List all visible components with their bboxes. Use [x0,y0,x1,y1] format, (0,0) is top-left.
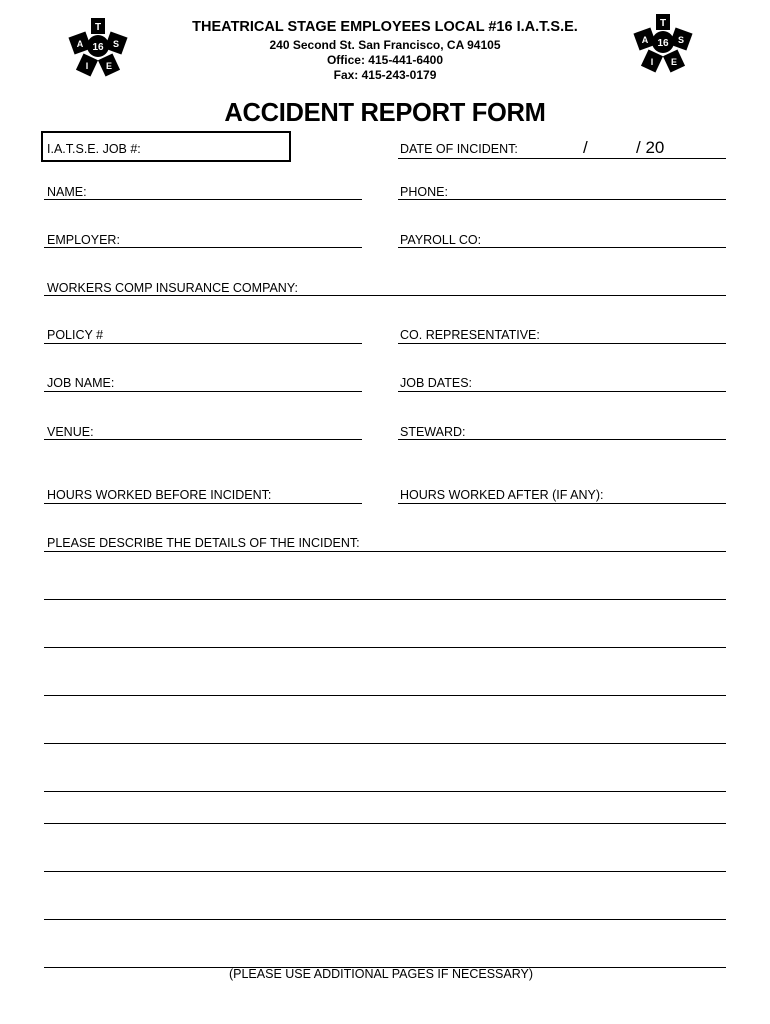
org-fax: Fax: 415-243-0179 [333,68,437,82]
co-representative-field[interactable] [398,343,726,344]
footer-note-text: (PLEASE USE ADDITIONAL PAGES IF NECESSARY) [228,967,534,981]
hours-before-label: HOURS WORKED BEFORE INCIDENT: [47,488,272,502]
describe-line[interactable] [44,823,726,824]
describe-line[interactable] [44,599,726,600]
phone-field[interactable] [398,199,726,200]
describe-line[interactable] [44,551,726,552]
date-of-incident-field[interactable] [398,158,726,159]
svg-text:T: T [94,22,102,33]
svg-text:S: S [677,35,685,45]
workers-comp-label: WORKERS COMP INSURANCE COMPANY: [47,281,298,295]
org-name: THEATRICAL STAGE EMPLOYEES LOCAL #16 I.A.T.S.E. [192,19,578,35]
svg-text:16: 16 [657,38,669,49]
hours-after-label: HOURS WORKED AFTER (IF ANY): [400,488,604,502]
describe-line[interactable] [44,919,726,920]
svg-text:E: E [670,57,678,67]
svg-text:T: T [659,18,667,29]
job-dates-field[interactable] [398,391,726,392]
co-representative-label: CO. REPRESENTATIVE: [400,328,540,342]
describe-line[interactable] [44,791,726,792]
svg-text:I: I [650,57,654,67]
date-year-prefix: / 20 [636,138,665,157]
job-dates-label: JOB DATES: [400,376,473,390]
employer-label: EMPLOYER: [47,233,120,247]
svg-text:E: E [105,61,113,71]
steward-field[interactable] [398,439,726,440]
payroll-co-label: PAYROLL CO: [400,233,482,247]
describe-line[interactable] [44,743,726,744]
footer-note [0,967,770,981]
org-address: 240 Second St. San Francisco, CA 94105 [269,38,501,52]
policy-label: POLICY # [47,328,104,342]
steward-label: STEWARD: [400,425,466,439]
job-number-label: I.A.T.S.E. JOB #: [47,142,141,156]
svg-text:I: I [85,61,89,71]
date-separator: / [583,138,588,157]
name-label: NAME: [47,185,87,199]
venue-label: VENUE: [47,425,94,439]
job-name-label: JOB NAME: [47,376,115,390]
svg-text:A: A [641,35,649,45]
phone-label: PHONE: [400,185,448,199]
describe-incident-label: PLEASE DESCRIBE THE DETAILS OF THE INCIDENT: [47,536,360,550]
workers-comp-field[interactable] [44,295,726,296]
describe-line[interactable] [44,647,726,648]
hours-after-field[interactable] [398,503,726,504]
svg-text:A: A [76,39,84,49]
job-name-field[interactable] [44,391,362,392]
org-office-phone: Office: 415-441-6400 [326,53,444,67]
employer-field[interactable] [44,247,362,248]
describe-line[interactable] [44,871,726,872]
describe-line[interactable] [44,695,726,696]
svg-text:S: S [112,39,120,49]
venue-field[interactable] [44,439,362,440]
svg-text:16: 16 [92,42,104,53]
date-of-incident-label: DATE OF INCIDENT: [400,142,518,156]
name-field[interactable] [44,199,362,200]
policy-field[interactable] [44,343,362,344]
form-title: ACCIDENT REPORT FORM [224,99,546,127]
hours-before-field[interactable] [44,503,362,504]
payroll-co-field[interactable] [398,247,726,248]
